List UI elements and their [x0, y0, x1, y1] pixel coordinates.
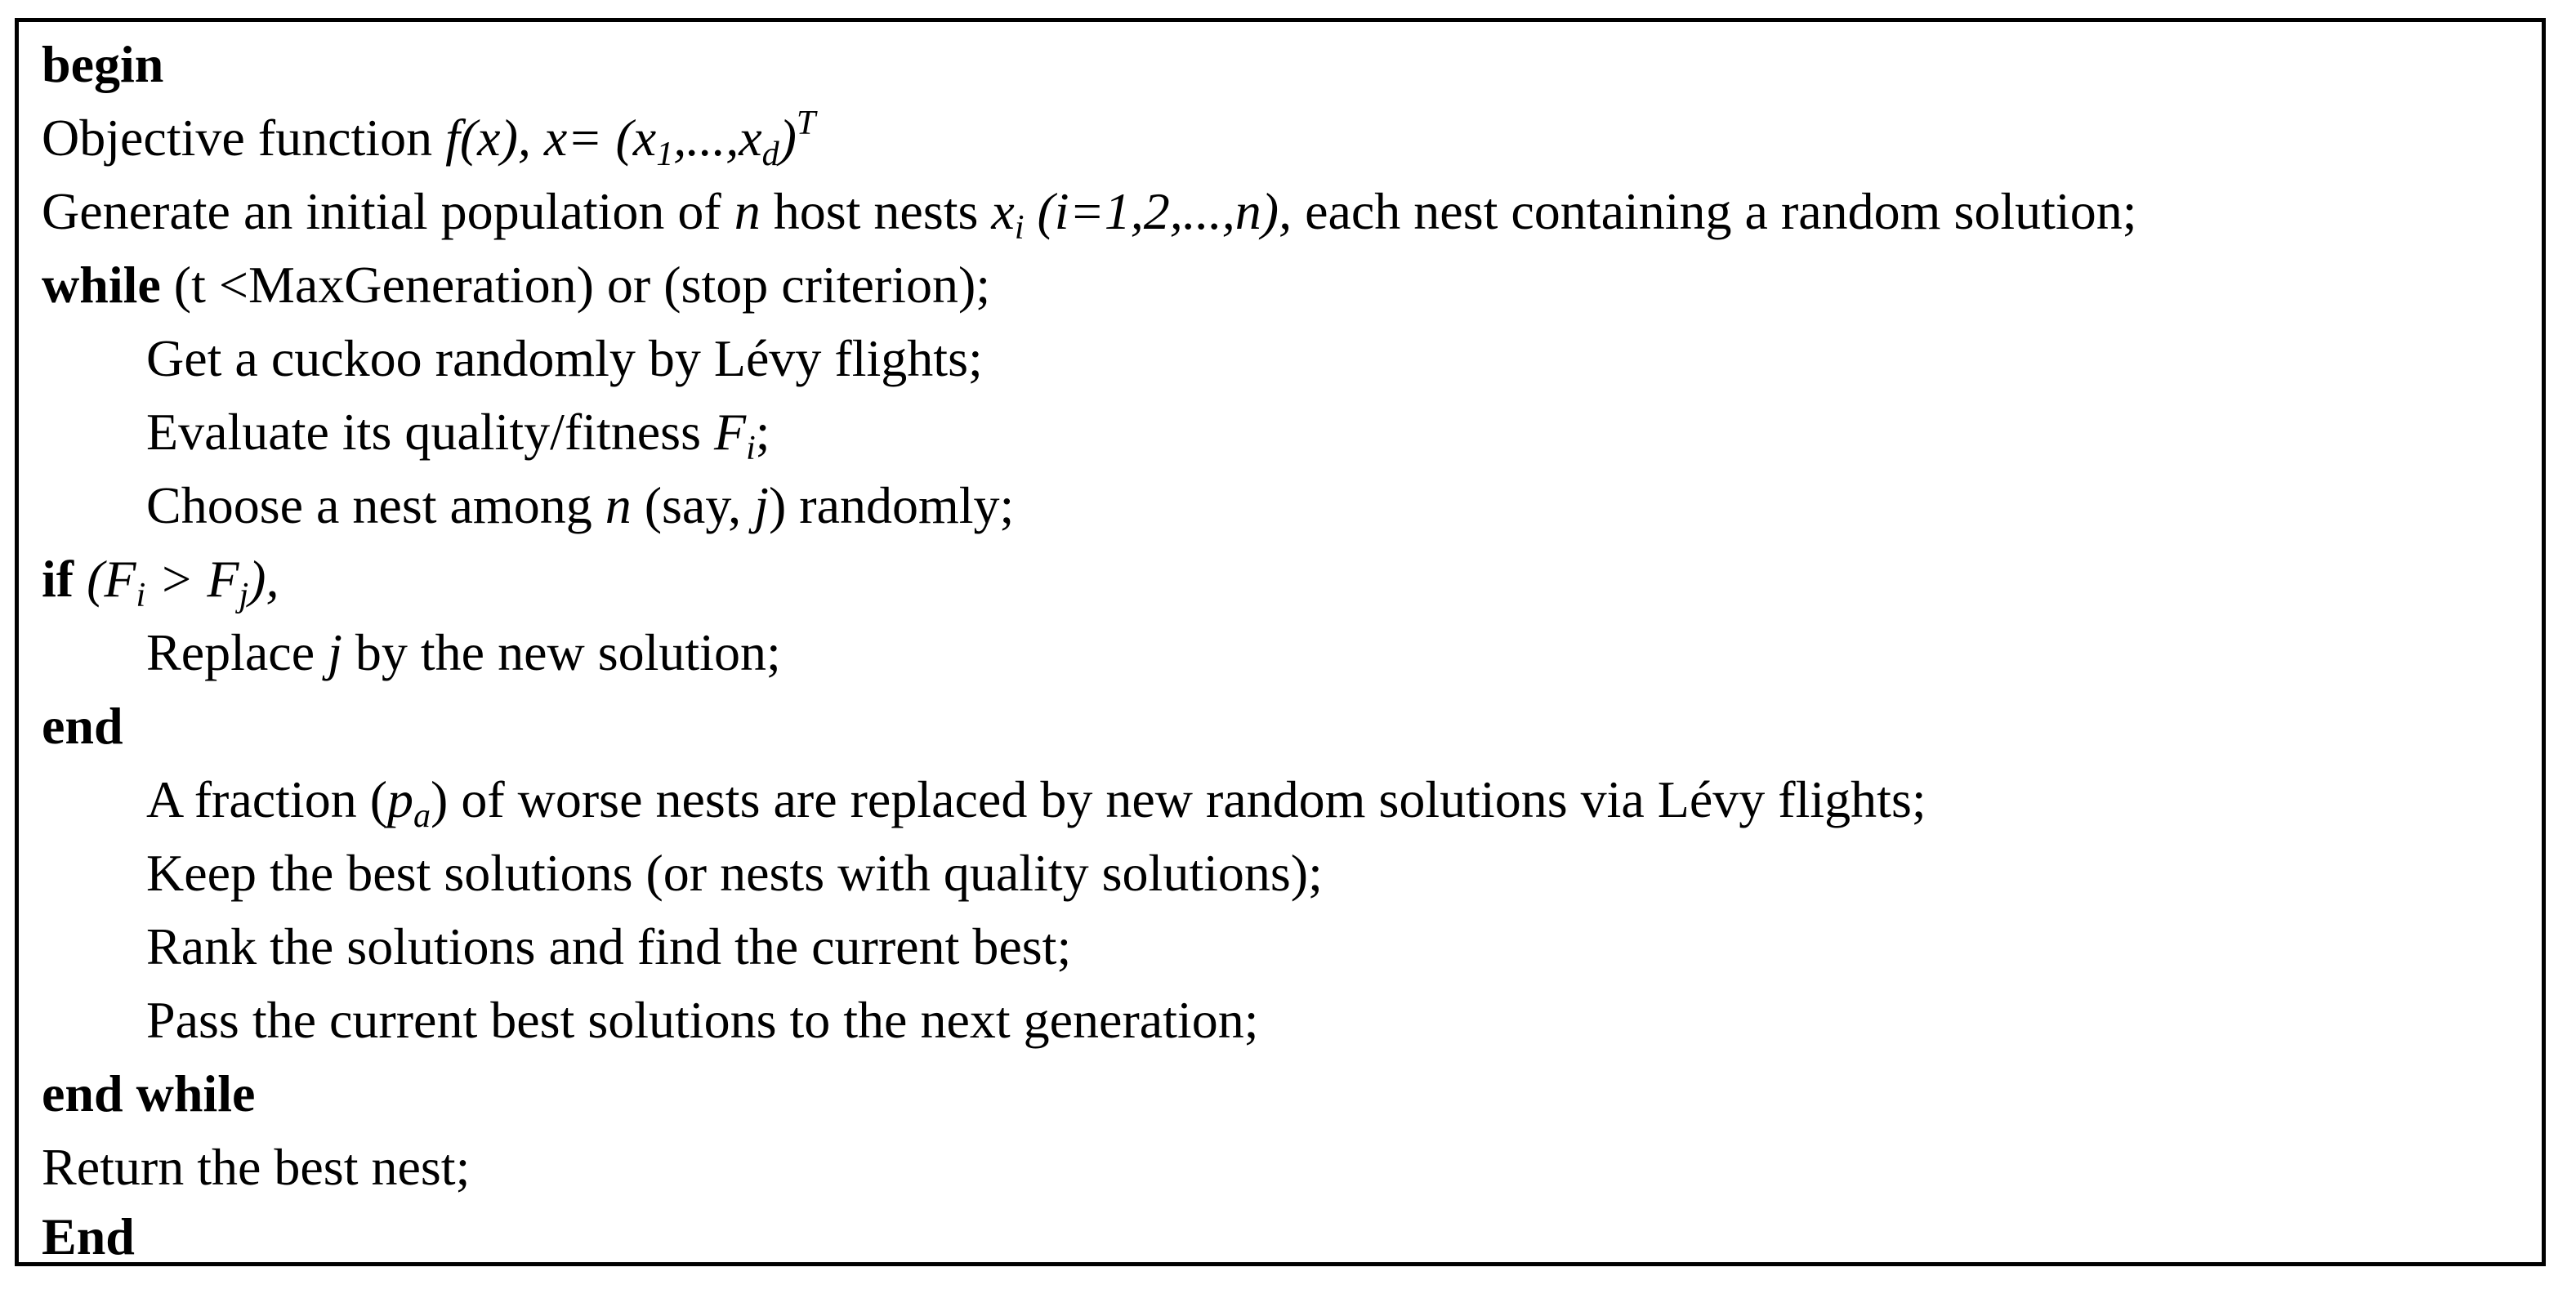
replace-line: Replace j by the new solution; — [146, 623, 781, 681]
end-while-keyword: end while — [42, 1064, 256, 1122]
end-keyword: End — [42, 1207, 135, 1265]
return-line: Return the best nest; — [42, 1138, 471, 1196]
keep-line: Keep the best solutions (or nests with quality solutions); — [146, 844, 1323, 902]
generate-line: Generate an initial population of n host nests $x_i$ (i=1,2,...,n), each nest containing a random solution; — [42, 182, 2137, 247]
get-cuckoo-line: Get a cuckoo randomly by Lévy flights; — [146, 329, 983, 387]
if-line: if $(F_i > F_j)$, — [42, 550, 279, 614]
end-if-keyword: end — [42, 697, 123, 755]
objective-line: Objective function f(x), $x= (x_1,...,x_d)^T$ — [42, 105, 816, 173]
while-line: while (t <MaxGeneration) or (stop criterion); — [42, 256, 991, 314]
rank-line: Rank the solutions and find the current best; — [146, 917, 1072, 975]
pass-line: Pass the current best solutions to the next generation; — [146, 991, 1259, 1049]
begin-keyword: begin — [42, 35, 164, 93]
fraction-line: A fraction $(p_a)$ of worse nests are replaced by new random solutions via Lévy flights; — [146, 770, 1926, 835]
evaluate-line: Evaluate its quality/fitness $F_i$; — [146, 403, 770, 467]
algorithm-box — [15, 18, 2546, 1266]
choose-line: Choose a nest among n (say, j) randomly; — [146, 476, 1015, 534]
